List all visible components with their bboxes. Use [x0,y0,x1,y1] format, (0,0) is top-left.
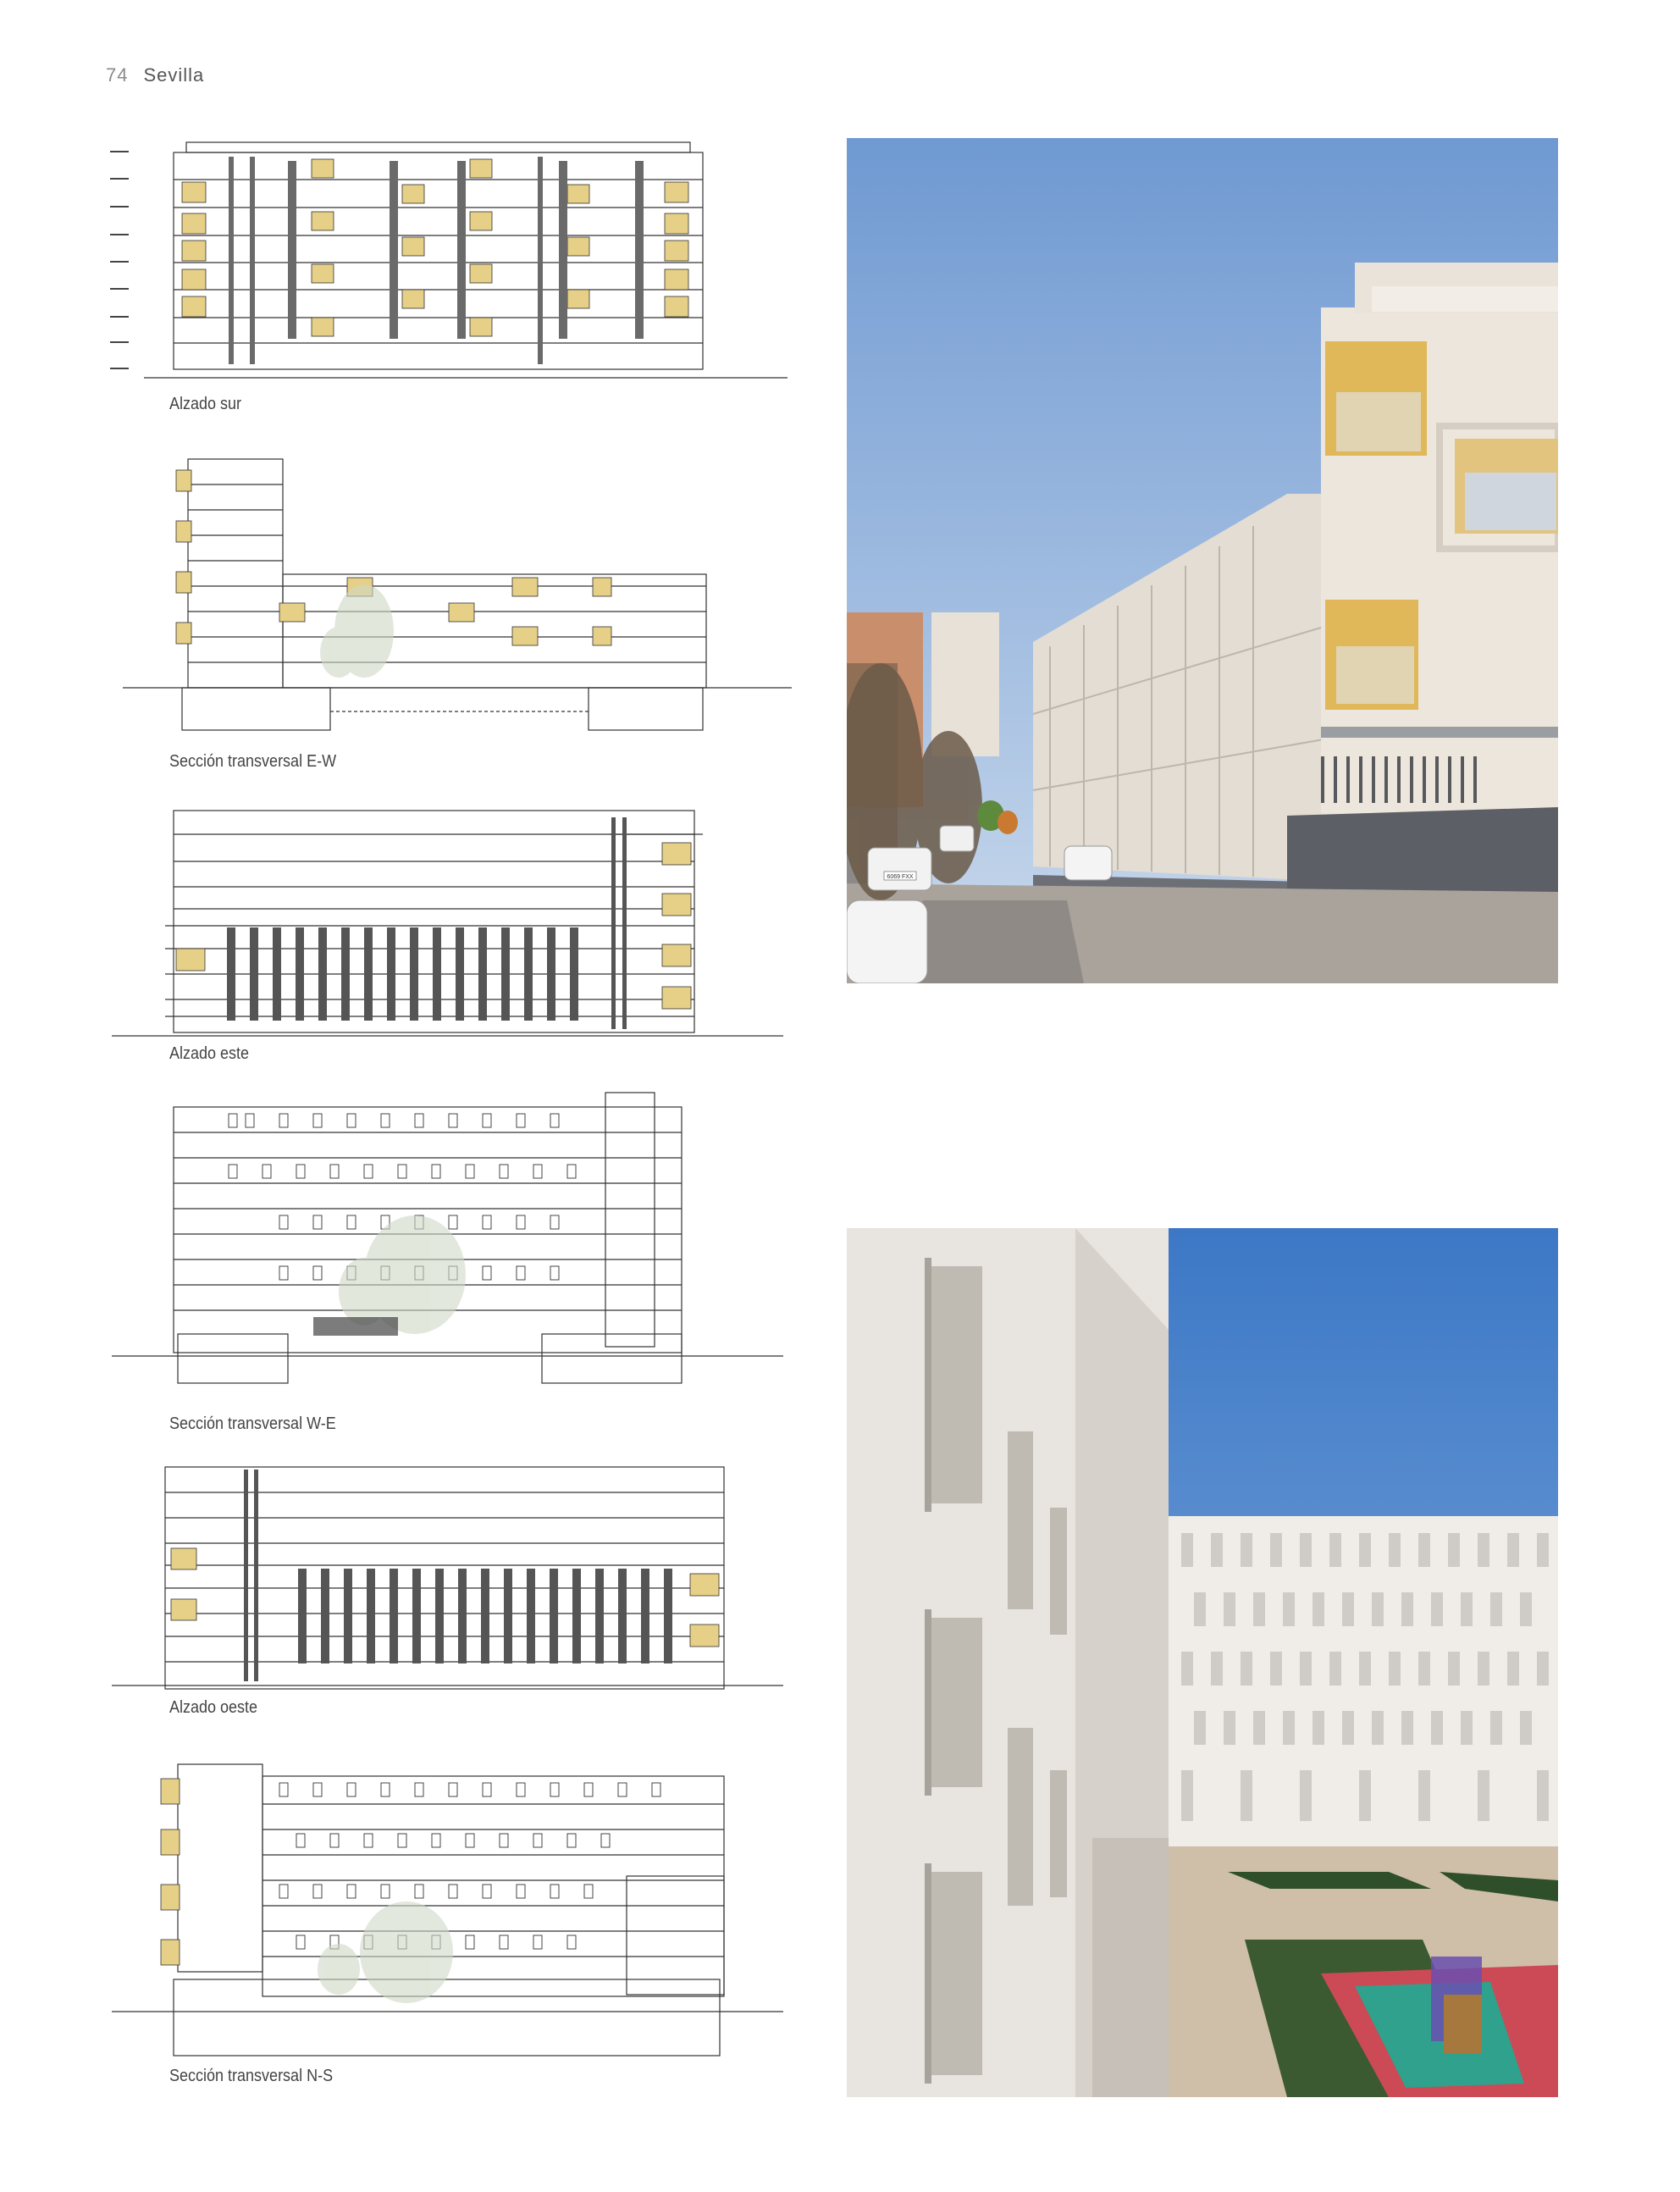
drawing-seccion-ns [110,1757,796,2062]
caption-seccion-ew: Sección transversal E-W [169,752,337,771]
license-plate: 6069 FXX [887,874,914,880]
caption-alzado-sur: Alzado sur [169,395,242,413]
caption-alzado-oeste: Alzado oeste [169,1698,258,1717]
photo-courtyard [847,1228,1558,2097]
caption-alzado-este: Alzado este [169,1044,250,1063]
caption-seccion-we: Sección transversal W-E [169,1414,336,1433]
caption-seccion-ns: Sección transversal N-S [169,2067,334,2085]
drawing-alzado-este [110,800,796,1046]
page-header [106,64,204,86]
drawing-seccion-ew [110,449,796,745]
drawing-seccion-we [110,1088,796,1402]
page-number: 74 [106,64,129,86]
drawing-alzado-oeste [110,1457,796,1698]
photo-street-facade [847,138,1558,983]
drawing-alzado-sur [110,136,796,390]
section-title: Sevilla [143,64,205,86]
